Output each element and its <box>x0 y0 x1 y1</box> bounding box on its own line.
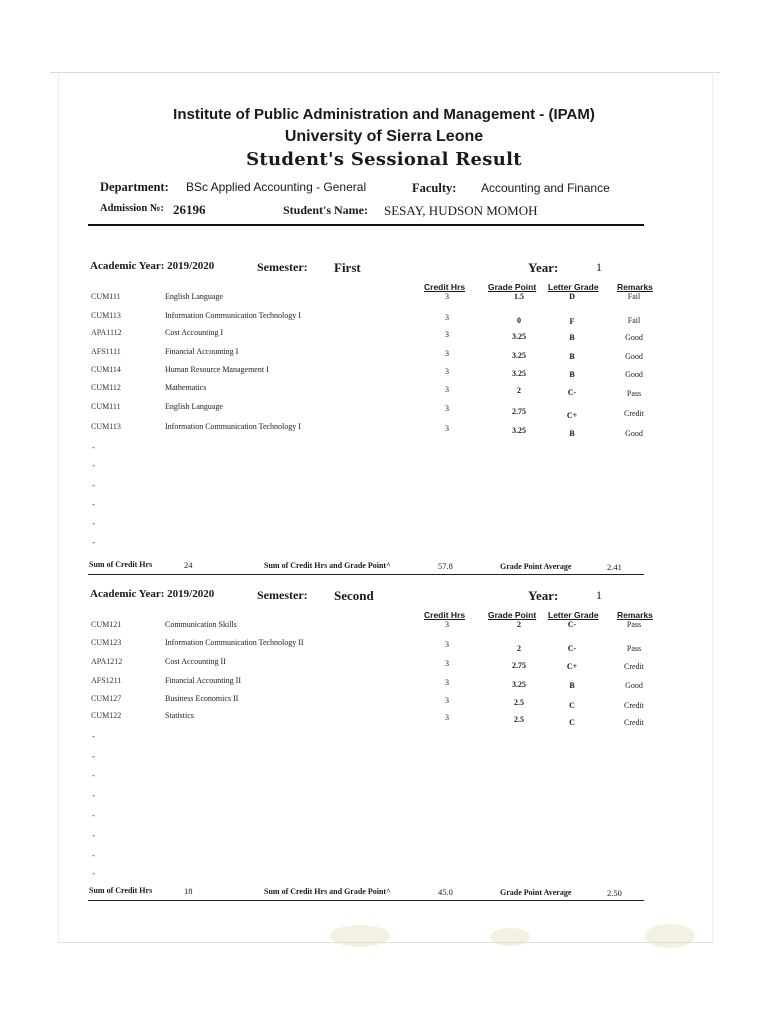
credit-hours: 3 <box>445 349 449 358</box>
letter-grade: C <box>569 718 575 727</box>
grade-point: 3.25 <box>512 680 526 689</box>
remark: Credit <box>624 718 644 727</box>
letter-grade: B <box>569 681 575 690</box>
column-header-remarks: Remarks <box>617 282 653 292</box>
column-header-letter-grade: Letter Grade <box>548 282 599 292</box>
sum-credit-label: Sum of Credit Hrs <box>89 886 153 895</box>
student-name: SESAY, HUDSON MOMOH <box>384 203 538 218</box>
letter-grade: B <box>569 333 575 342</box>
column-header-grade-point: Grade Point <box>488 610 537 620</box>
sum-credit-grade-value: 57.8 <box>438 561 453 571</box>
institute-title: Institute of Public Administration and Management - (IPAM) <box>173 106 595 123</box>
column-header-credit-hrs: Credit Hrs <box>424 282 466 292</box>
grade-point: 0 <box>517 316 521 325</box>
paper-stain <box>330 925 390 947</box>
credit-hours: 3 <box>445 424 449 433</box>
scan-edge-left <box>58 72 59 942</box>
grade-point: 2.75 <box>512 661 526 670</box>
empty-row-marker: - <box>92 460 95 470</box>
letter-grade: C+ <box>566 662 578 671</box>
course-title: Information Communication Technology II <box>165 638 304 647</box>
course-title: Cost Accounting I <box>165 328 224 337</box>
department-label: Department: <box>100 180 169 194</box>
empty-row-marker: - <box>92 442 95 452</box>
empty-row-marker: - <box>92 518 95 528</box>
remark: Pass <box>626 620 642 629</box>
semester-value: Second <box>334 588 374 603</box>
credit-hours: 3 <box>445 330 449 339</box>
credit-hours: 3 <box>445 404 449 413</box>
course-title: Human Resource Management I <box>165 365 269 374</box>
empty-row-marker: - <box>92 751 95 761</box>
grade-point: 2.5 <box>514 698 524 707</box>
remark: Fail <box>627 316 641 325</box>
header-rule <box>88 224 644 226</box>
sum-credit-grade-label: Sum of Credit Hrs and Grade Point^ <box>264 561 391 570</box>
grade-point: 3.25 <box>512 332 526 341</box>
remark: Credit <box>624 409 644 418</box>
course-title: English Language <box>165 402 223 411</box>
faculty-label: Faculty: <box>412 181 457 195</box>
scan-edge-top <box>50 72 720 73</box>
scan-edge-right <box>712 72 713 942</box>
credit-hours: 3 <box>445 385 449 394</box>
admission-label: Admission №: <box>100 203 164 214</box>
scan-edge-bottom <box>58 942 713 943</box>
remark: Pass <box>626 389 642 398</box>
year-value: 1 <box>596 588 602 602</box>
remark: Good <box>625 370 643 379</box>
course-title: Cost Accounting II <box>165 657 226 666</box>
gpa-value: 2.50 <box>607 888 622 898</box>
letter-grade: B <box>569 429 575 438</box>
grade-point: 2.75 <box>512 407 526 416</box>
academic-year-label: Academic Year: 2019/2020 <box>90 588 215 600</box>
remark: Good <box>625 352 643 361</box>
grade-point: 3.25 <box>512 426 526 435</box>
sum-credit-value: 18 <box>184 886 193 896</box>
course-title: Statistics <box>165 711 194 720</box>
course-code: CUM114 <box>91 365 121 374</box>
gpa-value: 2.41 <box>607 562 622 572</box>
empty-row-marker: - <box>92 868 95 878</box>
column-header-remarks: Remarks <box>617 610 653 620</box>
course-code: CUM111 <box>91 292 121 301</box>
course-code: AFS1111 <box>91 347 121 356</box>
letter-grade: C- <box>567 644 577 653</box>
course-title: Information Communication Technology I <box>165 422 301 431</box>
grade-point: 3.25 <box>512 369 526 378</box>
credit-hours: 3 <box>445 659 449 668</box>
section-rule <box>88 900 644 901</box>
empty-row-marker: - <box>92 790 95 800</box>
course-code: CUM113 <box>91 422 121 431</box>
paper-stain <box>645 924 695 948</box>
credit-hours: 3 <box>445 713 449 722</box>
faculty-value: Accounting and Finance <box>481 181 610 195</box>
grade-point: 1.5 <box>514 292 524 301</box>
remark: Fail <box>627 292 641 301</box>
letter-grade: B <box>569 370 575 379</box>
grade-point: 2 <box>517 644 521 653</box>
letter-grade: C- <box>567 388 577 397</box>
empty-row-marker: - <box>92 810 95 820</box>
course-title: English Language <box>165 292 223 301</box>
remark: Good <box>625 429 643 438</box>
course-code: CUM123 <box>91 638 122 647</box>
letter-grade: C+ <box>566 411 578 420</box>
course-code: AFS1211 <box>91 676 122 685</box>
year-label: Year: <box>528 588 559 603</box>
letter-grade: B <box>569 352 575 361</box>
grade-point: 2 <box>517 620 521 629</box>
empty-row-marker: - <box>92 731 95 741</box>
course-code: APA1212 <box>91 657 123 666</box>
grade-point: 3.25 <box>512 351 526 360</box>
course-code: CUM111 <box>91 402 121 411</box>
section-rule <box>88 574 644 575</box>
credit-hours: 3 <box>445 367 449 376</box>
course-title: Financial Accounting I <box>165 347 239 356</box>
gpa-label: Grade Point Average <box>500 888 572 897</box>
remark: Good <box>625 333 643 342</box>
university-title: University of Sierra Leone <box>284 128 484 145</box>
gpa-label: Grade Point Average <box>500 562 572 571</box>
credit-hours: 3 <box>445 313 449 322</box>
letter-grade: C- <box>567 620 577 629</box>
course-title: Information Communication Technology I <box>165 311 301 320</box>
course-code: CUM122 <box>91 711 122 720</box>
remark: Credit <box>624 662 644 671</box>
empty-row-marker: - <box>92 499 95 509</box>
sum-credit-grade-value: 45.0 <box>438 887 453 897</box>
letter-grade: C <box>569 701 575 710</box>
remark: Pass <box>626 644 642 653</box>
empty-row-marker: - <box>92 537 95 547</box>
document-title: Student's Sessional Result <box>246 149 522 170</box>
student-name-label: Student's Name: <box>283 203 369 217</box>
course-title: Communication Skills <box>165 620 237 629</box>
semester-label: Semester: <box>257 588 308 602</box>
sum-credit-label: Sum of Credit Hrs <box>89 560 153 569</box>
year-value: 1 <box>596 260 602 274</box>
letter-grade: F <box>569 317 575 326</box>
course-code: APA1112 <box>91 328 122 337</box>
column-header-letter-grade: Letter Grade <box>548 610 599 620</box>
sum-credit-value: 24 <box>184 560 193 570</box>
credit-hours: 3 <box>445 292 449 301</box>
course-title: Financial Accounting II <box>165 676 241 685</box>
sum-credit-grade-label: Sum of Credit Hrs and Grade Point^ <box>264 887 391 896</box>
credit-hours: 3 <box>445 620 449 629</box>
grade-point: 2.5 <box>514 715 524 724</box>
course-title: Business Economics II <box>165 694 239 703</box>
empty-row-marker: - <box>92 480 95 490</box>
academic-year-label: Academic Year: 2019/2020 <box>90 260 215 272</box>
empty-row-marker: - <box>92 830 95 840</box>
column-header-credit-hrs: Credit Hrs <box>424 610 466 620</box>
admission-number: 26196 <box>173 202 206 217</box>
remark: Credit <box>624 701 644 710</box>
course-title: Mathematics <box>165 383 207 392</box>
course-code: CUM121 <box>91 620 122 629</box>
semester-label: Semester: <box>257 260 308 274</box>
column-header-grade-point: Grade Point <box>488 282 537 292</box>
empty-row-marker: - <box>92 850 95 860</box>
credit-hours: 3 <box>445 678 449 687</box>
credit-hours: 3 <box>445 696 449 705</box>
course-code: CUM112 <box>91 383 121 392</box>
credit-hours: 3 <box>445 640 449 649</box>
course-code: CUM113 <box>91 311 121 320</box>
semester-value: First <box>334 260 361 275</box>
course-code: CUM127 <box>91 694 122 703</box>
remark: Good <box>625 681 643 690</box>
department-value: BSc Applied Accounting - General <box>186 180 367 194</box>
grade-point: 2 <box>517 386 521 395</box>
paper-stain <box>490 928 530 946</box>
letter-grade: D <box>569 292 575 301</box>
year-label: Year: <box>528 260 559 275</box>
empty-row-marker: - <box>92 770 95 780</box>
